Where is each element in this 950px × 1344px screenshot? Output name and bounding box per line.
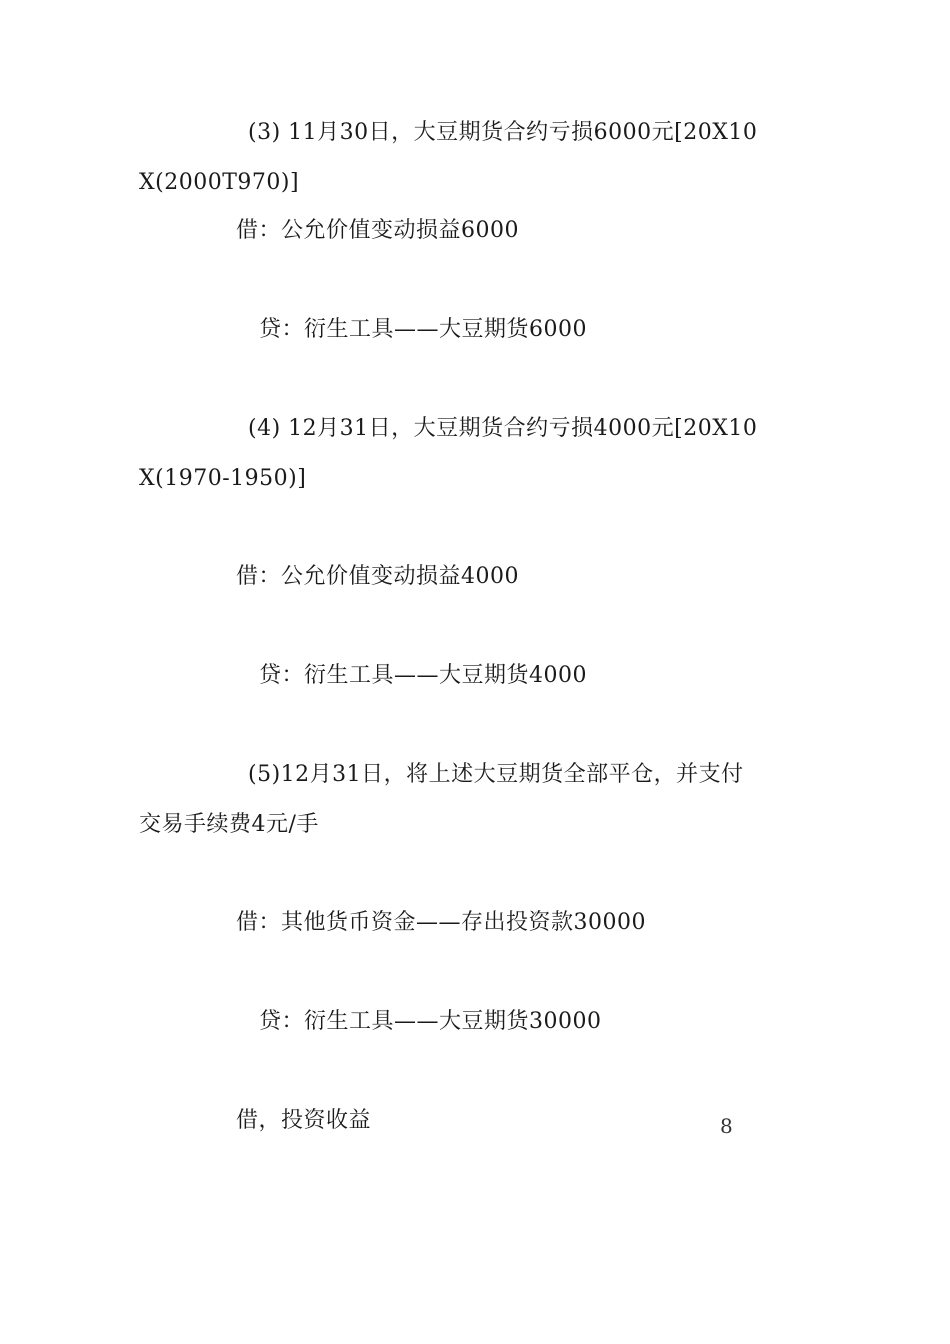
entry-4-heading-cont: X(1970-1950)]	[139, 466, 307, 491]
entry-3-credit: 贷：衍生工具——大豆期货6000	[259, 317, 587, 342]
entry-5-credit: 贷：衍生工具——大豆期货30000	[259, 1009, 602, 1034]
entry-5-debit: 借：其他货币资金——存出投资款30000	[236, 910, 646, 935]
entry-5-debit-2: 借，投资收益	[236, 1108, 372, 1133]
entry-3-debit: 借：公允价值变动损益6000	[236, 218, 519, 243]
entry-4-debit: 借：公允价值变动损益4000	[236, 564, 519, 589]
entry-3-heading-cont: X(2000T970)]	[139, 170, 300, 195]
entry-3-heading: (3) 11月30日，大豆期货合约亏损6000元[20X10	[248, 120, 758, 145]
page-number: 8	[720, 1114, 733, 1138]
entry-4-heading: (4) 12月31日，大豆期货合约亏损4000元[20X10	[248, 416, 758, 441]
entry-4-credit: 贷：衍生工具——大豆期货4000	[259, 663, 587, 688]
entry-5-heading: (5)12月31日，将上述大豆期货全部平仓，并支付	[248, 762, 744, 787]
entry-5-heading-cont: 交易手续费4元/手	[139, 812, 319, 837]
